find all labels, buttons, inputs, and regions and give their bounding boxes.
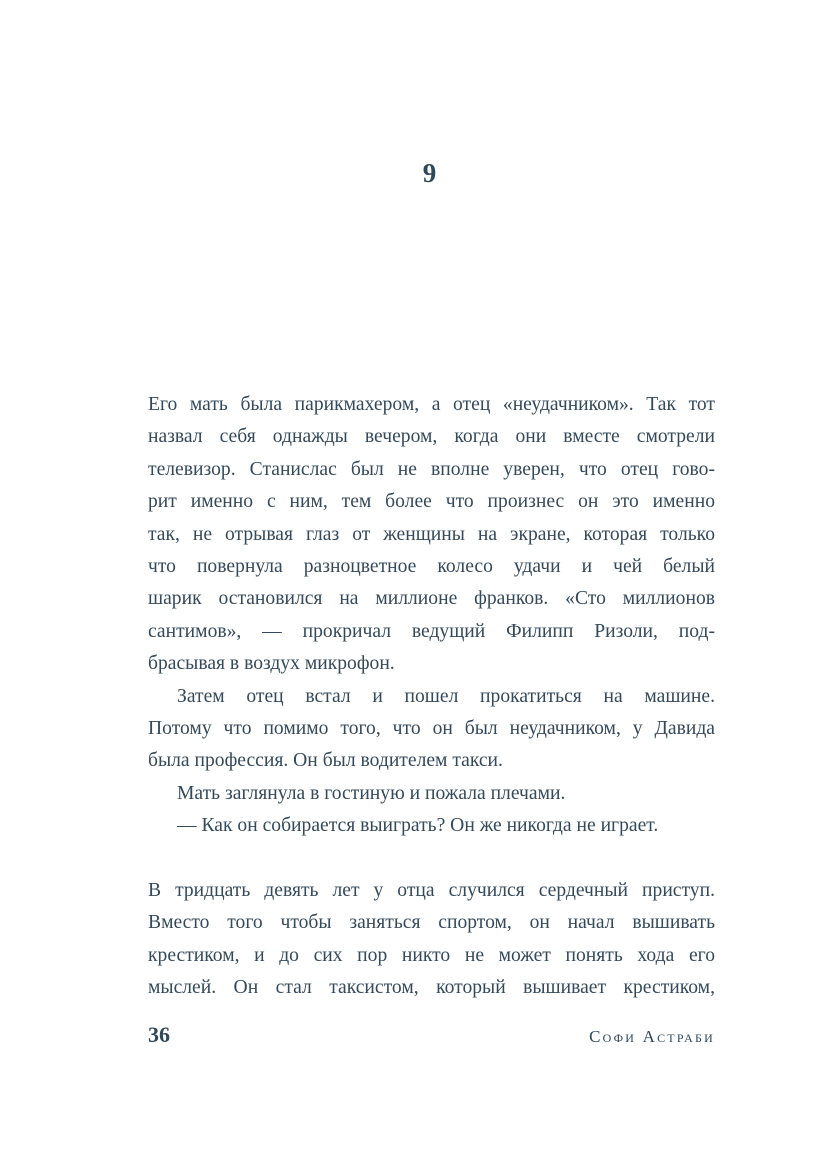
text-line: мыслей. Он стал таксистом, который вышивает крестиком, xyxy=(148,976,715,998)
section-break xyxy=(148,843,715,875)
text-line: сантимов», — прокричал ведущий Филипп Ризоли, под- xyxy=(148,620,715,642)
text-line: была профессия. Он был водителем такси. xyxy=(148,750,503,772)
text-line: рит именно с ним, тем более что произнес он это именно xyxy=(148,491,715,513)
body-text xyxy=(148,389,715,1004)
text-line: В тридцать девять лет у отца случился сердечный приступ. xyxy=(148,879,715,901)
text-line: Вместо того чтобы заняться спортом, он начал вышивать xyxy=(148,912,715,934)
page-number: 36 xyxy=(148,1022,170,1047)
text-line: крестиком, и до сих пор никто не может понять хода его xyxy=(148,944,715,966)
text-line: шарик остановился на миллионе франков. «Сто миллионов xyxy=(148,588,715,610)
text-line: назвал себя однажды вечером, когда они вместе смотрели xyxy=(148,426,715,448)
text-line: Его мать была парикмахером, а отец «неудачником». Так тот xyxy=(148,394,715,415)
text-line: Мать заглянула в гостиную и пожала плечами. xyxy=(177,782,566,804)
text-line: так, не отрывая глаз от женщины на экране, которая только xyxy=(148,523,715,545)
text-line: телевизор. Станислас был не вполне уверен, что отец гово- xyxy=(148,458,715,480)
text-line: брасывая в воздух микрофон. xyxy=(148,653,395,675)
chapter-number: 9 xyxy=(422,158,438,188)
dialogue-line: — Как он собирается выиграть? Он же никогда не играет. xyxy=(177,815,659,837)
running-footer-author: Софи Астраби xyxy=(589,1027,715,1046)
text-line: что повернула разноцветное колесо удачи и чей белый xyxy=(148,556,715,578)
text-line: Затем отец встал и пошел прокатиться на машине. xyxy=(177,685,715,707)
text-line: Потому что помимо того, что он был неудачником, у Давида xyxy=(148,718,715,740)
